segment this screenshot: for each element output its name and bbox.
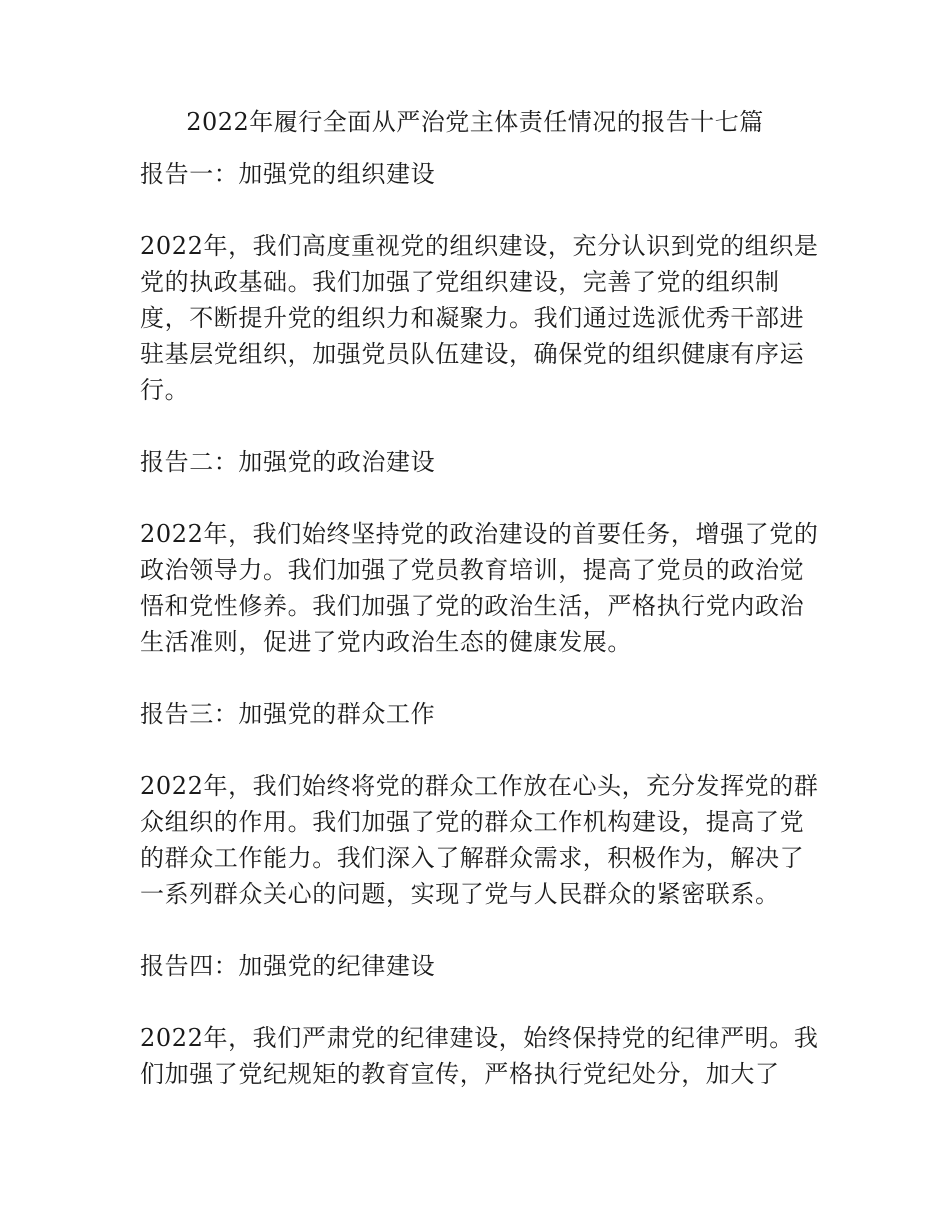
section-paragraph-3: 2022年，我们始终将党的群众工作放在心头，充分发挥党的群众组织的作用。我们加强了党的群众工作机构建设，提高了党的群众工作能力。我们深入了解群众需求，积极作为，解决了一系列群众关心的问题，实现了党与人民群众的紧密联系。 [140,772,819,908]
section-paragraph-1: 2022年，我们高度重视党的组织建设，充分认识到党的组织是党的执政基础。我们加强了党组织建设，完善了党的组织制度，不断提升党的组织力和凝聚力。我们通过选派优秀干部进驻基层党组织，加强党员队伍建设，确保党的组织健康有序运行。 [140,232,819,404]
section-paragraph-4: 2022年，我们严肃党的纪律建设，始终保持党的纪律严明。我们加强了党纪规矩的教育宣传，严格执行党纪处分，加大了 [140,1024,819,1088]
section-paragraph-2: 2022年，我们始终坚持党的政治建设的首要任务，增强了党的政治领导力。我们加强了党员教育培训，提高了党员的政治觉悟和党性修养。我们加强了党的政治生活，严格执行党内政治生活准则，促进了党内政治生态的健康发展。 [140,520,819,656]
document-title: 2022年履行全面从严治党主体责任情况的报告十七篇 [186,108,764,136]
section-heading-3: 报告三：加强党的群众工作 [140,700,436,728]
section-heading-4: 报告四：加强党的纪律建设 [140,952,436,980]
section-heading-1: 报告一：加强党的组织建设 [140,160,436,188]
section-heading-2: 报告二：加强党的政治建设 [140,448,436,476]
